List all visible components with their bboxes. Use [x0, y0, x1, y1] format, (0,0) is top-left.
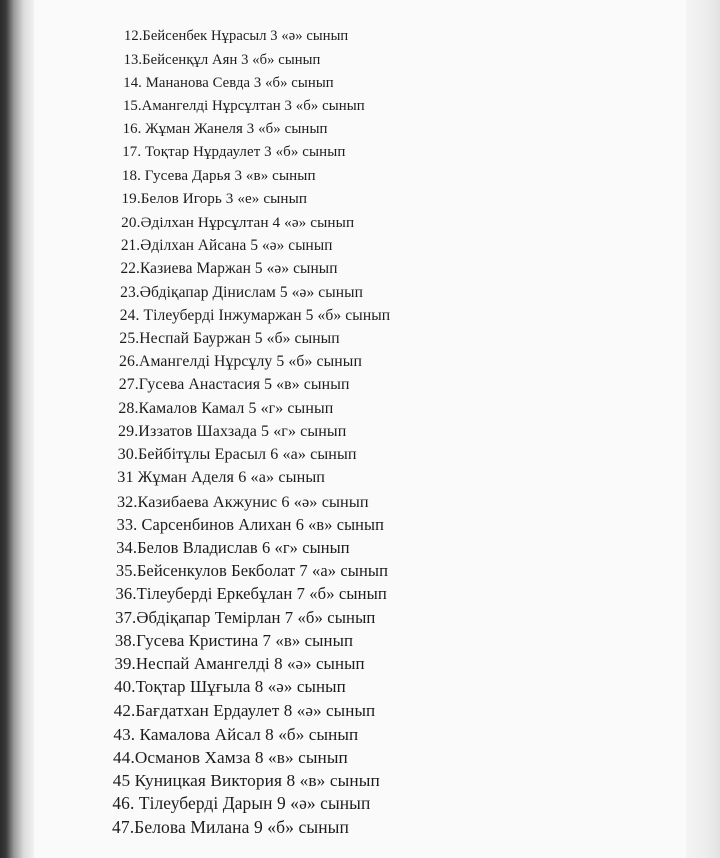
- student-line: 25.Неспай Бауржан 5 «б» сынып: [119, 330, 340, 348]
- student-line: 36.Тілеуберді Еркебұлан 7 «б» сынып: [115, 584, 387, 604]
- student-line: 30.Бейбітұлы Ерасыл 6 «а» сынып: [117, 446, 357, 464]
- student-line: 19.Белов Игорь 3 «е» сынып: [121, 190, 308, 207]
- student-line: 15.Амангелді Нұрсұлтан 3 «б» сынып: [122, 97, 365, 114]
- student-line: 28.Камалов Камал 5 «г» сынып: [118, 399, 334, 417]
- student-line: 45 Куницкая Виктория 8 «в» сынып: [112, 771, 380, 791]
- student-line: 24. Тілеуберді Інжумаржан 5 «б» сынып: [119, 306, 391, 324]
- student-line: 46. Тілеуберді Дарын 9 «ә» сынып: [112, 793, 371, 814]
- student-line: 21.Әділхан Айсана 5 «ә» сынып: [120, 237, 333, 255]
- student-line: 23.Әбдіқапар Дінислам 5 «ә» сынып: [120, 283, 364, 301]
- student-line: 16. Жұман Жанеля 3 «б» сынып: [122, 121, 328, 138]
- student-line: 35.Бейсенкулов Бекболат 7 «а» сынып: [115, 561, 389, 581]
- student-line: 44.Османов Хамза 8 «в» сынып: [113, 747, 348, 767]
- student-line: 17. Тоқтар Нұрдаулет 3 «б» сынып: [122, 144, 346, 161]
- student-line: 39.Неспай Амангелді 8 «ә» сынып: [114, 654, 365, 674]
- student-line: 42.Бағдатхан Ердаулет 8 «ә» сынып: [113, 701, 376, 721]
- photo-right-edge: [686, 0, 720, 858]
- student-line: 13.Бейсенқұл Аян 3 «б» сынып: [123, 51, 321, 68]
- student-line: 34.Белов Владислав 6 «г» сынып: [116, 537, 350, 557]
- student-line: 12.Бейсенбек Нұрасыл 3 «ә» сынып: [124, 28, 349, 45]
- student-line: 22.Казиева Маржан 5 «ә» сынып: [120, 260, 338, 278]
- student-line: 47.Белова Милана 9 «б» сынып: [112, 816, 349, 837]
- student-line: 14. Мананова Севда 3 «б» сынып: [123, 74, 334, 91]
- student-line: 27.Гусева Анастасия 5 «в» сынып: [118, 376, 350, 394]
- student-line: 31 Жұман Аделя 6 «а» сынып: [117, 469, 326, 487]
- student-line: 18. Гусева Дарья 3 «в» сынып: [121, 167, 316, 184]
- photo-left-edge-shadow: [0, 0, 34, 858]
- student-line: 32.Казибаева Акжунис 6 «ә» сынып: [116, 492, 369, 511]
- student-line: 43. Камалова Айсал 8 «б» сынып: [113, 724, 359, 744]
- student-line: 26.Амангелді Нұрсұлу 5 «б» сынып: [119, 353, 362, 371]
- student-line: 29.Иззатов Шахзада 5 «г» сынып: [118, 422, 347, 440]
- student-line: 20.Әділхан Нұрсұлтан 4 «ә» сынып: [121, 213, 355, 231]
- student-line: 37.Әбдіқапар Темірлан 7 «б» сынып: [115, 607, 376, 627]
- student-line: 38.Гусева Кристина 7 «в» сынып: [114, 630, 354, 650]
- student-line: 40.Тоқтар Шұғыла 8 «ә» сынып: [114, 677, 346, 697]
- student-line: 33. Сарсенбинов Алихан 6 «в» сынып: [116, 514, 384, 534]
